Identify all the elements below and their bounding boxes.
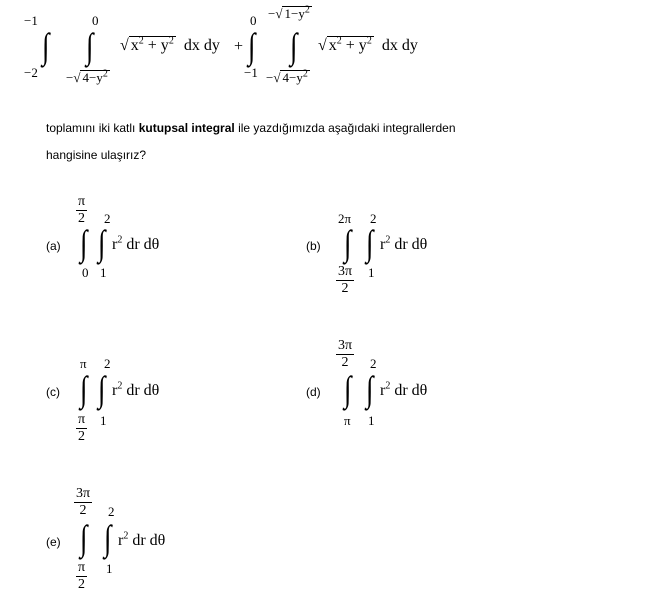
option-a-integrand: $r^2$ dr dθ (112, 234, 160, 253)
option-b-r-integral: ∫ (366, 223, 374, 263)
int2-integrand: √ $x^2 + y^2$ dx dy (318, 35, 418, 54)
option-c-r-upper: 2 (104, 356, 111, 371)
option-a-theta-upper: $\frac{\pi}{2}$ (78, 194, 86, 226)
option-b-theta-upper: 2π (338, 211, 352, 226)
option-b-theta-lower: $\frac{3\pi}{2}$ (338, 264, 353, 296)
option-d-r-integral: ∫ (366, 369, 374, 409)
question-line-2: hangisine ulaşırız? (46, 148, 147, 162)
option-e-theta-integral: ∫ (80, 518, 88, 558)
option-d-theta-integral: ∫ (344, 369, 352, 409)
option-e-integrand: $r^2$ dr dθ (118, 530, 166, 549)
int2-outer-lower: −1 (244, 65, 258, 80)
question-bold-term: kutupsal integral (138, 121, 235, 135)
option-e-r-upper: 2 (108, 504, 115, 519)
option-c-theta-lower: $\frac{\pi}{2}$ (78, 412, 86, 444)
int1-inner-upper: 0 (92, 13, 99, 28)
option-b-r-lower: 1 (368, 265, 375, 280)
option-d-integrand: $r^2$ dr dθ (380, 380, 428, 399)
int1-outer-lower: −2 (24, 65, 38, 80)
option-a-r-lower: 1 (100, 265, 107, 280)
option-e-theta-upper: $\frac{3\pi}{2}$ (76, 486, 91, 518)
int2-outer-upper: 0 (250, 13, 257, 28)
int1-inner-lower: −√ $4-y^2$ (66, 68, 108, 85)
option-c-r-integral: ∫ (98, 369, 106, 409)
option-a-r-upper: 2 (104, 211, 111, 226)
int2-inner-upper: −√ $1-y^2$ (268, 4, 310, 21)
option-d-theta-lower: π (344, 413, 351, 428)
option-e-r-integral: ∫ (104, 518, 112, 558)
int1-outer-symbol: ∫ (42, 26, 50, 66)
option-a-theta-lower: 0 (82, 265, 89, 280)
option-b-label: (b) (306, 239, 321, 253)
option-c-label: (c) (46, 385, 60, 399)
option-d-r-lower: 1 (368, 413, 375, 428)
int1-inner-symbol: ∫ (86, 26, 94, 66)
int2-inner-symbol: ∫ (290, 26, 298, 66)
option-a-label: (a) (46, 239, 61, 253)
option-b-r-upper: 2 (370, 211, 377, 226)
int2-inner-lower: −√ $4-y^2$ (266, 68, 308, 85)
option-a-r-integral: ∫ (98, 223, 106, 263)
plus-sign: + (234, 38, 244, 55)
int1-outer-upper: −1 (24, 13, 38, 28)
option-c-integrand: $r^2$ dr dθ (112, 380, 160, 399)
option-b-theta-integral: ∫ (344, 223, 352, 263)
option-e-label: (e) (46, 535, 61, 549)
option-d-label: (d) (306, 385, 321, 399)
option-e-theta-lower: $\frac{\pi}{2}$ (78, 560, 86, 592)
option-b-integrand: $r^2$ dr dθ (380, 234, 428, 253)
option-d-r-upper: 2 (370, 356, 377, 371)
option-c-r-lower: 1 (100, 413, 107, 428)
option-e-r-lower: 1 (106, 561, 113, 576)
option-c-theta-integral: ∫ (80, 369, 88, 409)
question-line-1: toplamını iki katlı kutupsal integral ile yazdığımızda aşağıdaki integrallerden (46, 121, 456, 135)
int2-outer-symbol: ∫ (248, 26, 256, 66)
int1-integrand: √ $x^2 + y^2$ dx dy (120, 35, 220, 54)
option-a-theta-integral: ∫ (80, 223, 88, 263)
option-c-theta-upper: π (80, 356, 87, 371)
option-d-theta-upper: $\frac{3\pi}{2}$ (338, 338, 353, 370)
